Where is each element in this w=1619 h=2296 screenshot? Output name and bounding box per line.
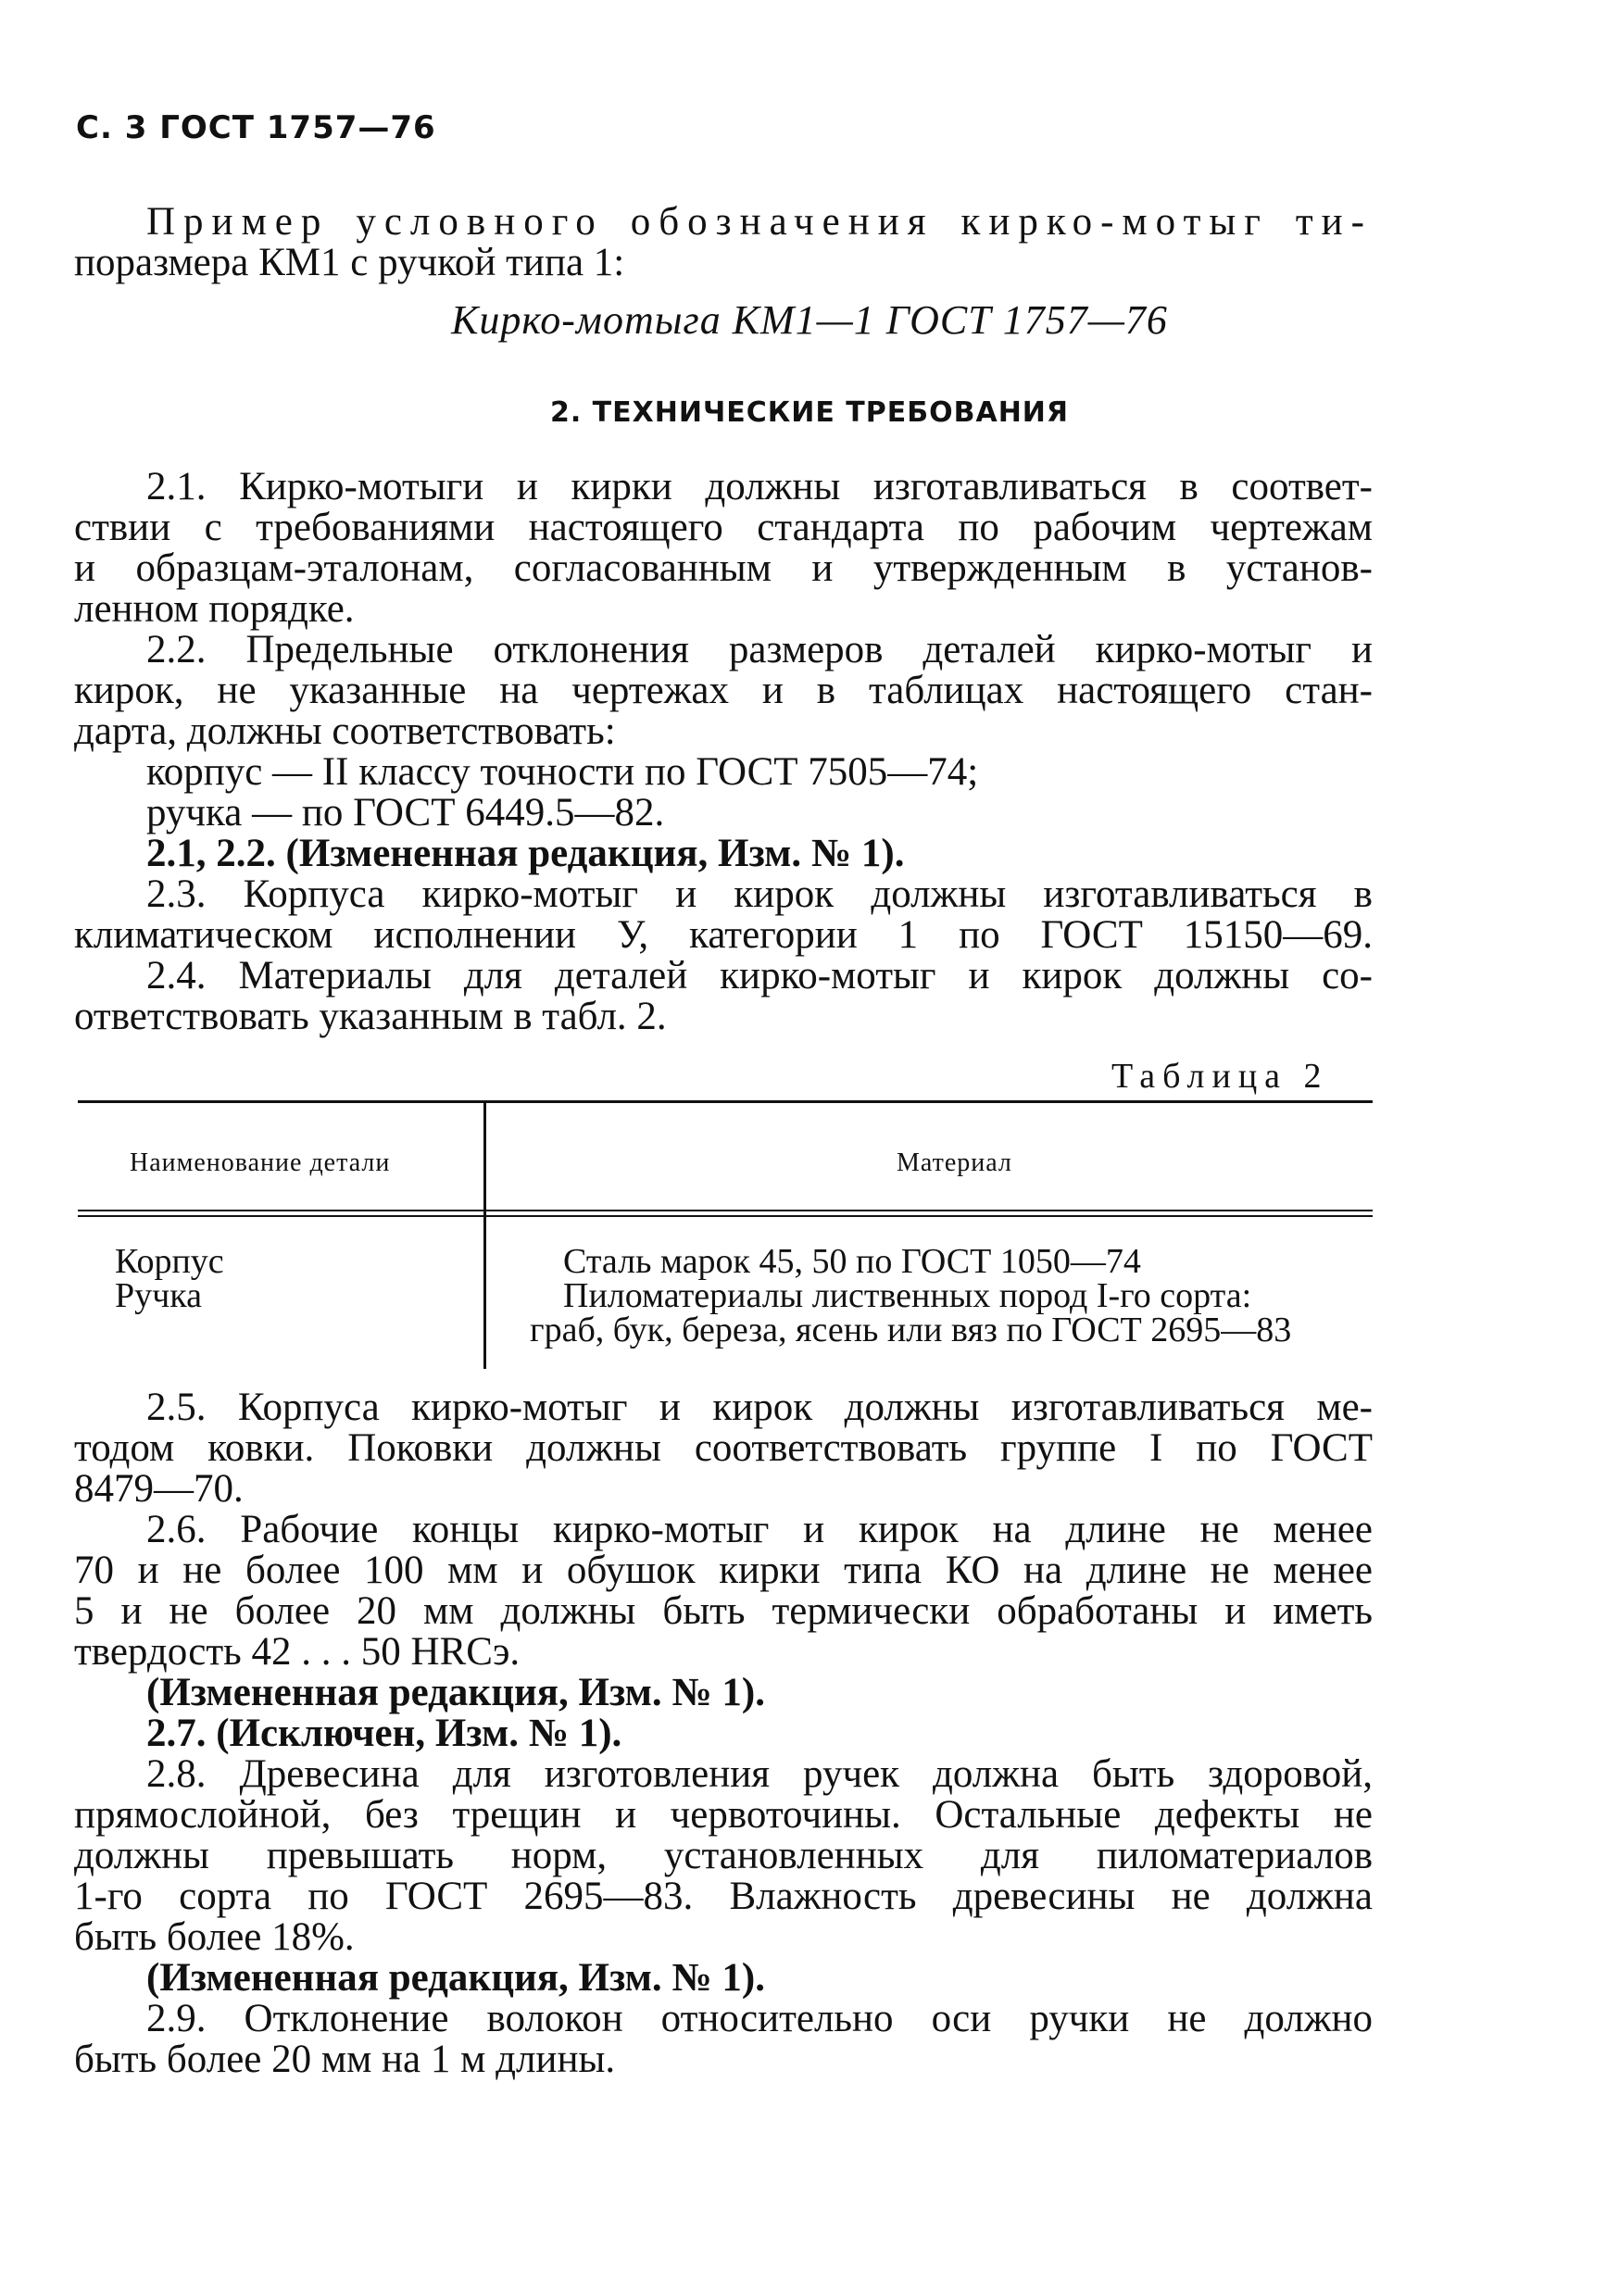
text-line: корпус — II классу точности по ГОСТ 7505—74;	[146, 750, 979, 794]
section-title: 2. ТЕХНИЧЕСКИЕ ТРЕБОВАНИЯ	[549, 396, 1070, 429]
table-cell-material: граб, бук, береза, ясень или вяз по ГОСТ 2695—83	[530, 1311, 1292, 1349]
text-line: 2.3. Корпуса кирко-мотыг и кирок должны изготавливаться в	[146, 872, 1373, 916]
table-column-divider	[483, 1100, 486, 1369]
text-line: климатическом исполнении У, категории 1 по ГОСТ 15150—69.	[74, 913, 1373, 957]
example-paragraph	[74, 202, 1373, 283]
text-line: 70 и не более 100 мм и обушок кирки типа КО на длине не менее	[74, 1549, 1373, 1592]
table-header-rule-2	[78, 1215, 1373, 1217]
table-cell-material: Сталь марок 45, 50 по ГОСТ 1050—74	[563, 1242, 1141, 1281]
text-line: и образцам-эталонам, согласованным и утвержденным в установ-	[74, 546, 1373, 590]
text-line: ручка — по ГОСТ 6449.5—82.	[146, 791, 665, 834]
text-line: быть более 20 мм на 1 м длины.	[74, 2038, 616, 2081]
requirements-block-2	[74, 1387, 1373, 2080]
text-line: 2.1, 2.2. (Измененная редакция, Изм. № 1).	[146, 832, 905, 875]
text-line: дарта, должны соответствовать:	[74, 709, 616, 753]
text-line: кирок, не указанные на чертежах и в таблицах настоящего стан-	[74, 669, 1373, 712]
table-header-part: Наименование детали	[130, 1148, 391, 1177]
text-line: 2.5. Корпуса кирко-мотыг и кирок должны изготавливаться ме-	[146, 1386, 1373, 1429]
table-top-rule	[78, 1100, 1373, 1103]
text-line: ленном порядке.	[74, 587, 355, 631]
table-cell-part: Ручка	[115, 1276, 202, 1315]
text-line: 2.9. Отклонение волокон относительно оси ручки не должно	[146, 1997, 1373, 2040]
text-line: должны превышать норм, установленных для пиломатериалов	[74, 1834, 1373, 1877]
table-header-material: Материал	[897, 1148, 1012, 1177]
example-designation: Кирко-мотыга КМ1—1 ГОСТ 1757—76	[451, 297, 1168, 343]
text-line: 2.6. Рабочие концы кирко-мотыг и кирок на длине не менее	[146, 1508, 1373, 1551]
text-line: 2.4. Материалы для деталей кирко-мотыг и кирок должны со-	[146, 954, 1373, 997]
table-header-rule-1	[78, 1210, 1373, 1211]
text-line: (Измененная редакция, Изм. № 1).	[146, 1671, 765, 1714]
text-line: тодом ковки. Поковки должны соответствовать группе I по ГОСТ	[74, 1426, 1373, 1470]
text-line: твердость 42 . . . 50 HRCэ.	[74, 1630, 521, 1674]
text-line: прямослойной, без трещин и червоточины. Остальные дефекты не	[74, 1793, 1373, 1837]
text-line: 5 и не более 20 мм должны быть термически обработаны и иметь	[74, 1589, 1373, 1633]
text-line: ответствовать указанным в табл. 2.	[74, 995, 667, 1038]
text-line: 8479—70.	[74, 1467, 244, 1511]
example-line-2: поразмера КМ1 с ручкой типа 1:	[74, 241, 625, 284]
text-line: ствии с требованиями настоящего стандарта по рабочим чертежам	[74, 506, 1373, 549]
example-line-1: Пример условного обозначения кирко-мотыг ти-	[146, 200, 1373, 244]
table-cell-material: Пиломатериалы лиственных пород I-го сорта:	[563, 1276, 1252, 1315]
text-line: 2.8. Древесина для изготовления ручек должна быть здоровой,	[146, 1752, 1373, 1796]
page-header: С. 3 ГОСТ 1757—76	[76, 109, 436, 146]
text-line: 2.7. (Исключен, Изм. № 1).	[146, 1712, 622, 1755]
text-line: быть более 18%.	[74, 1915, 355, 1959]
text-line: (Измененная редакция, Изм. № 1).	[146, 1956, 765, 2000]
requirements-block-1	[74, 467, 1373, 1037]
text-line: 2.2. Предельные отклонения размеров деталей кирко-мотыг и	[146, 628, 1373, 671]
materials-table	[78, 1100, 1373, 1369]
text-line: 1-го сорта по ГОСТ 2695—83. Влажность древесины не должна	[74, 1875, 1373, 1918]
text-line: 2.1. Кирко-мотыги и кирки должны изготавливаться в соответ-	[146, 465, 1373, 508]
table-cell-part: Корпус	[115, 1242, 224, 1281]
table-caption: Таблица 2	[1111, 1057, 1329, 1096]
